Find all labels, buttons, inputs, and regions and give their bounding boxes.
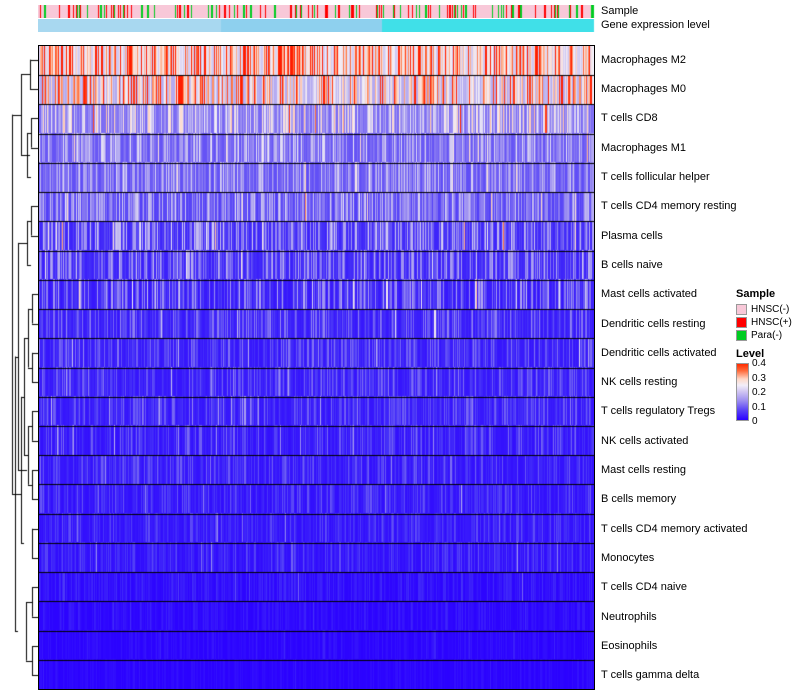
- heatmap-row-label: NK cells activated: [601, 434, 689, 447]
- sample-annotation-label: Sample: [601, 5, 639, 17]
- color-bar-tick-label: 0: [752, 416, 758, 427]
- heatmap-row-label: T cells CD4 memory activated: [601, 522, 748, 535]
- heatmap-row-label: Macrophages M2: [601, 53, 686, 66]
- heatmap-row-label: B cells memory: [601, 493, 677, 506]
- heatmap-row-label: T cells follicular helper: [601, 170, 710, 183]
- heatmap-row-label: Mast cells activated: [601, 288, 697, 301]
- heatmap-row-label: Dendritic cells resting: [601, 317, 706, 330]
- color-bar-tick-label: 0.3: [752, 372, 766, 384]
- heatmap-row-label: B cells naive: [601, 258, 663, 271]
- legend-sample-item: [736, 329, 800, 341]
- color-bar-tick-label: 0.2: [752, 387, 766, 398]
- heatmap-row-label: Eosinophils: [601, 640, 658, 653]
- color-bar-tick-label: 0.1: [752, 401, 766, 413]
- color-bar-tick-label: 0.4: [752, 358, 766, 369]
- color-bar-gradient: [736, 363, 749, 421]
- sample-annotation-bar: [38, 5, 595, 18]
- legend-sample-item: [736, 303, 800, 315]
- heatmap-row-label: Neutrophils: [601, 610, 657, 623]
- color-bar: [736, 358, 794, 427]
- legend-swatch: [736, 317, 747, 328]
- legend-label: HNSC(+): [751, 316, 792, 328]
- legend-level-title: Level: [736, 348, 765, 360]
- legend-swatch: [736, 304, 747, 315]
- heatmap-row-label: T cells gamma delta: [601, 669, 700, 682]
- row-dendrogram: [10, 45, 38, 690]
- heatmap-row-label: Macrophages M0: [601, 82, 686, 95]
- legend-label: HNSC(-): [751, 303, 790, 315]
- heatmap-row-label: Plasma cells: [601, 229, 663, 242]
- heatmap-row-label: T cells CD8: [601, 112, 658, 125]
- legend-label: Para(-): [751, 329, 783, 341]
- heatmap-row-label: Macrophages M1: [601, 141, 686, 154]
- heatmap-row-label: Monocytes: [601, 552, 655, 565]
- heatmap: [38, 45, 595, 690]
- heatmap-row-label: T cells CD4 naive: [601, 581, 687, 594]
- legend-sample-items: [736, 303, 800, 341]
- legend-level: [736, 348, 800, 427]
- gene-expression-annotation-label: Gene expression level: [601, 19, 710, 31]
- heatmap-row-label: NK cells resting: [601, 376, 678, 389]
- legend-sample-item: [736, 316, 800, 328]
- heatmap-row-label: Dendritic cells activated: [601, 346, 717, 359]
- legend-sample-title: Sample: [736, 288, 776, 300]
- heatmap-row-label: Mast cells resting: [601, 464, 686, 477]
- gene-expression-annotation-bar: [38, 19, 595, 32]
- legend-swatch: [736, 330, 747, 341]
- heatmap-row-label: T cells regulatory Tregs: [601, 405, 716, 418]
- heatmap-row-label: T cells CD4 memory resting: [601, 200, 737, 213]
- legend-panel: [736, 288, 800, 427]
